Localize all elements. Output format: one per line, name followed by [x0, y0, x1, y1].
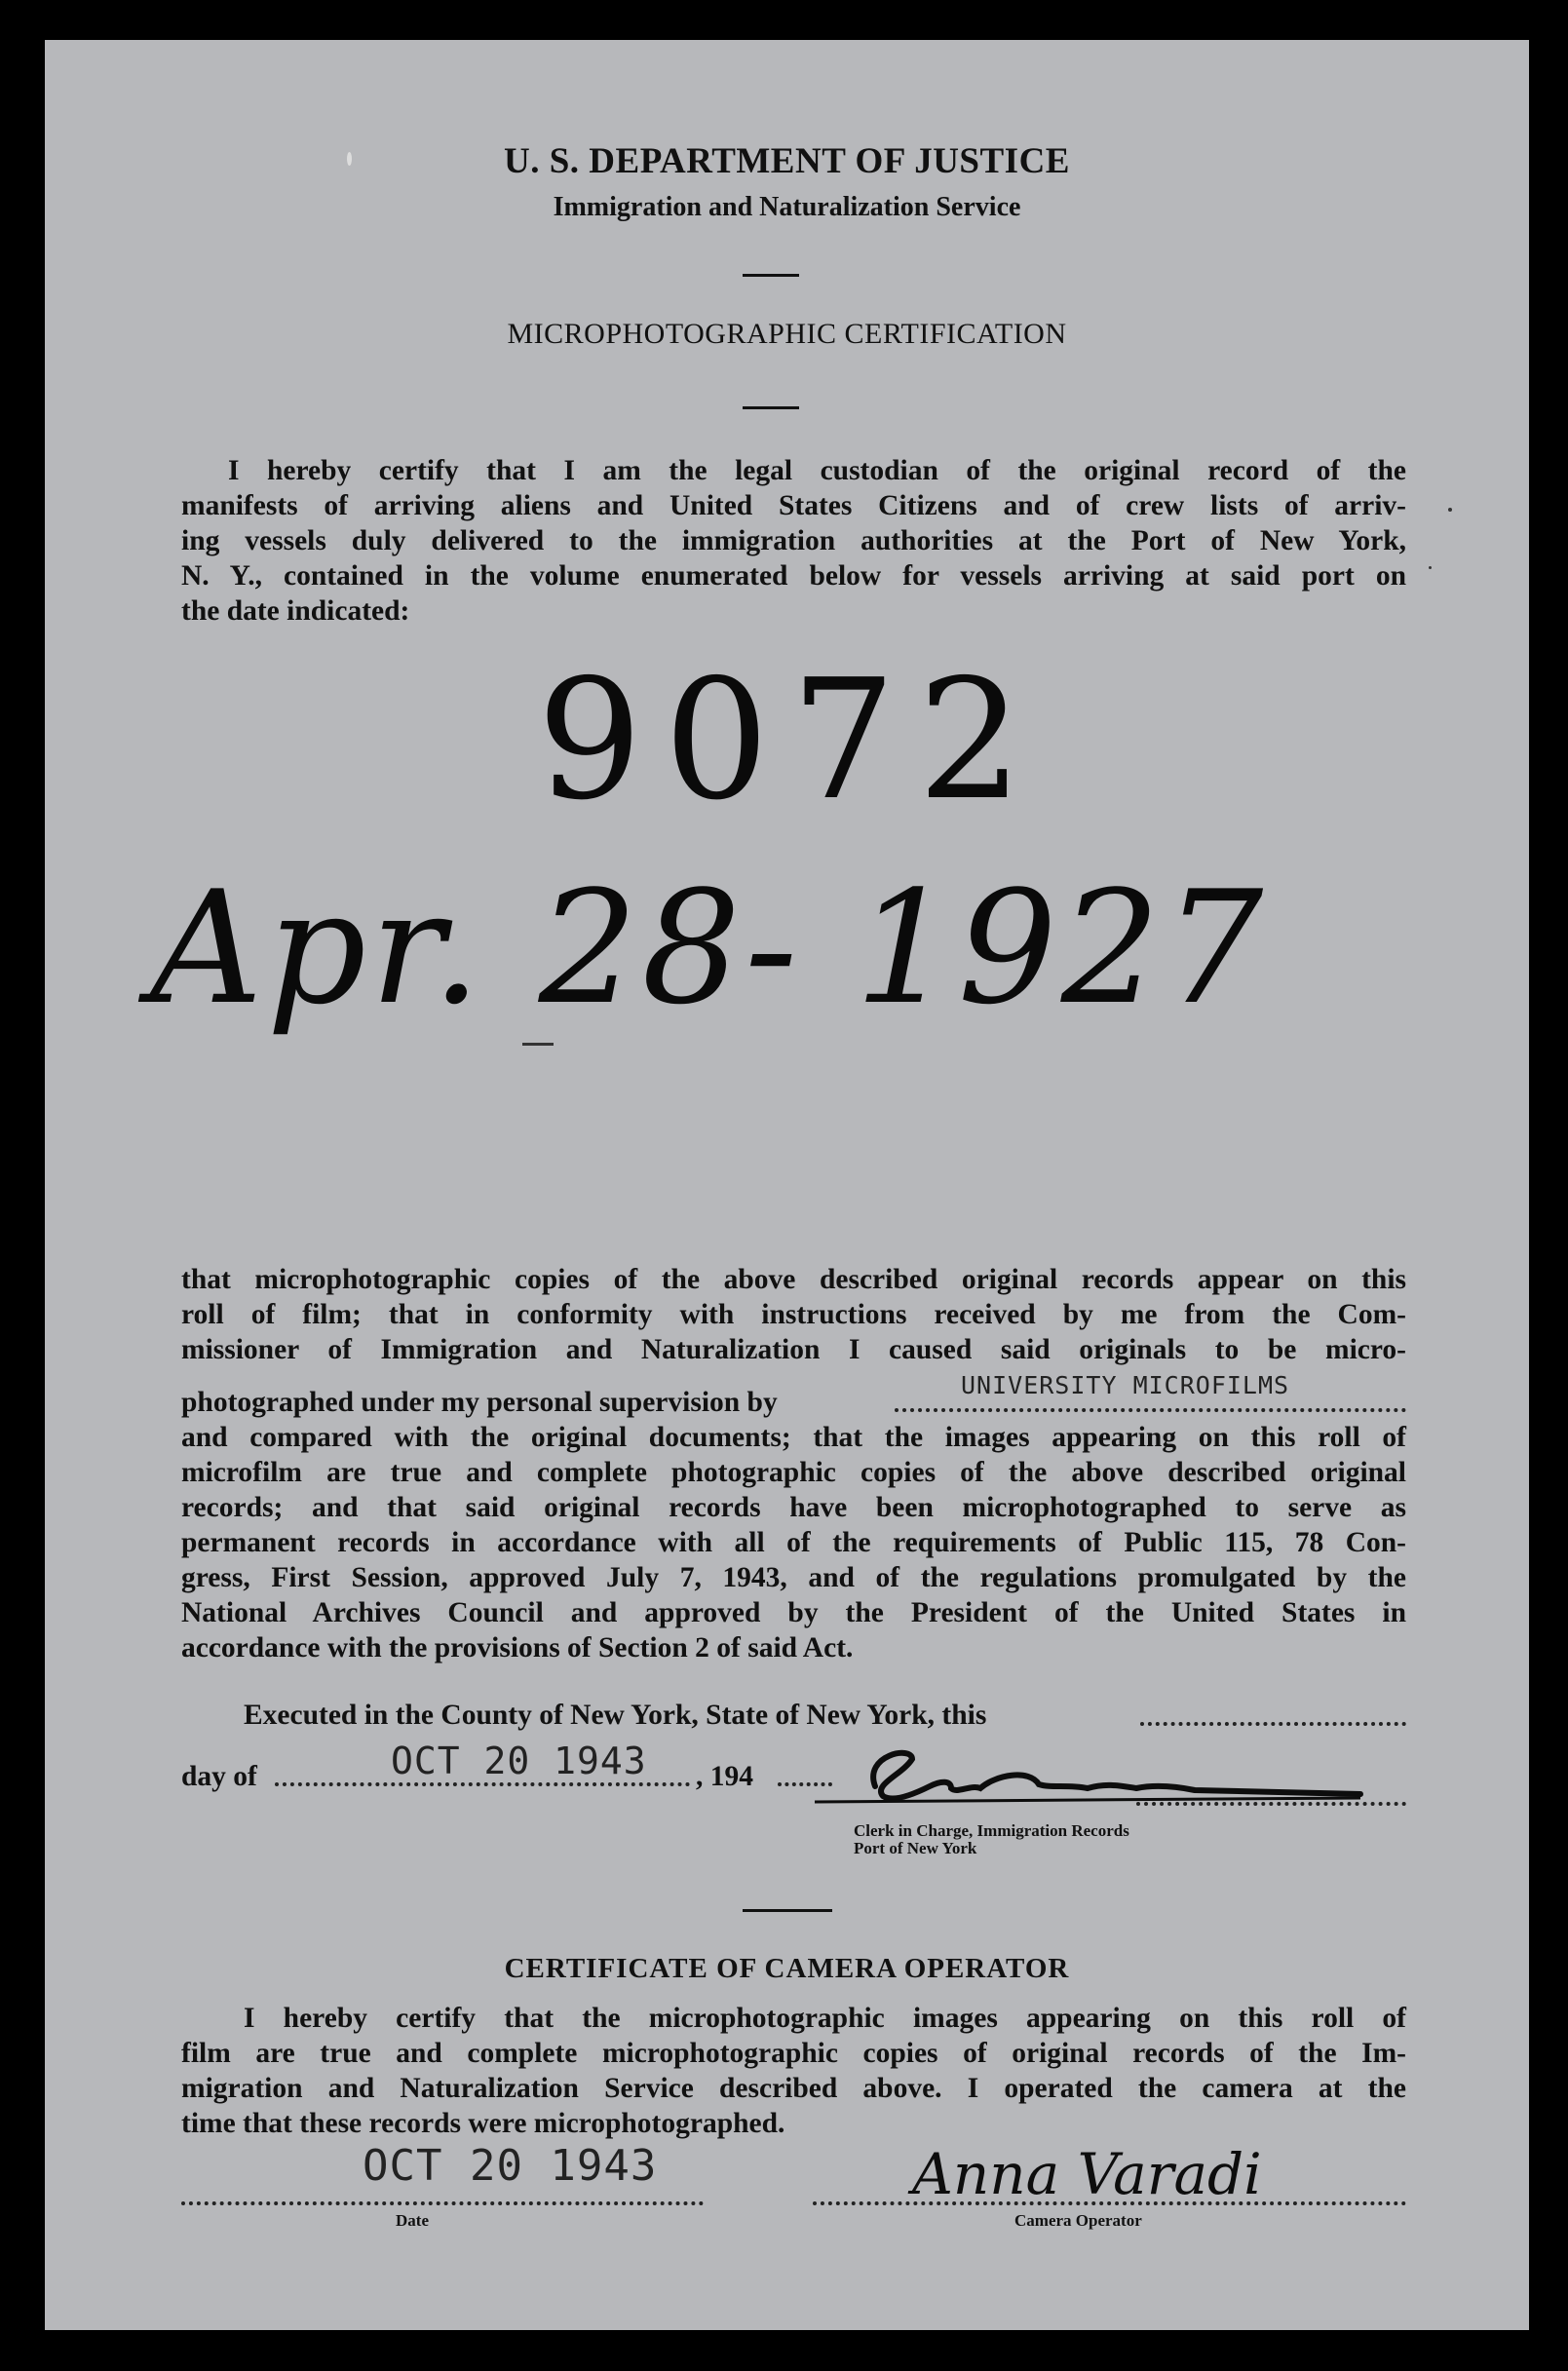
clerk-location: Port of New York	[854, 1839, 977, 1857]
scan-speck	[522, 1043, 554, 1046]
body-line: National Archives Council and approved by the President of the United States in	[181, 1597, 1406, 1628]
executed-text: Executed in the County of New York, State of New York, this	[244, 1700, 987, 1731]
day-of-dotted-line	[275, 1782, 690, 1786]
handwritten-volume-date: Apr. 28- 1927	[150, 857, 1268, 1039]
handwritten-volume-number: 9072	[537, 644, 1045, 837]
camera-line: film are true and complete microphotographic copies of original records of the Im-	[181, 2038, 1406, 2069]
body-line: records; and that said original records have been microphotographed to serve as	[181, 1492, 1406, 1523]
body-line: that microphotographic copies of the above described original records appear on this	[181, 1264, 1406, 1295]
header-divider-2	[743, 406, 799, 409]
supervision-prefix: photographed under my personal supervision by	[181, 1387, 778, 1418]
operator-dotted-line	[813, 2201, 1406, 2205]
day-of-label: day of	[181, 1761, 257, 1792]
camera-stamp-date: OCT 20 1943	[363, 2141, 658, 2191]
date-label: Date	[396, 2211, 429, 2230]
body-line: missioner of Immigration and Naturalization I caused said originals to be micro-	[181, 1334, 1406, 1365]
camera-line: migration and Naturalization Service described above. I operated the camera at the	[181, 2073, 1406, 2104]
clerk-dotted-line	[1136, 1802, 1406, 1806]
certification-title: MICROPHOTOGRAPHIC CERTIFICATION	[507, 318, 1067, 350]
intro-line: N. Y., contained in the volume enumerated below for vessels arriving at said port on	[181, 560, 1406, 592]
body-line: permanent records in accordance with all of the requirements of Public 115, 78 Con-	[181, 1527, 1406, 1558]
header-divider-1	[743, 274, 799, 277]
body-line: accordance with the provisions of Section 2 of said Act.	[181, 1632, 854, 1664]
certification-stamp-date: OCT 20 1943	[391, 1740, 647, 1782]
supervision-dotted-line	[895, 1408, 1406, 1412]
scan-speck	[1448, 508, 1452, 512]
certificate-sheet	[45, 40, 1529, 2330]
intro-line: the date indicated:	[181, 595, 410, 627]
camera-line: I hereby certify that the microphotographic images appearing on this roll of	[244, 2003, 1406, 2034]
section-divider	[743, 1909, 832, 1912]
body-line: roll of film; that in conformity with instructions received by me from the Com-	[181, 1299, 1406, 1330]
body-line: gress, First Session, approved July 7, 1943, and of the regulations promulgated by the	[181, 1562, 1406, 1593]
operator-label: Camera Operator	[1014, 2211, 1142, 2230]
clerk-signature	[805, 1726, 1370, 1833]
camera-certificate-title: CERTIFICATE OF CAMERA OPERATOR	[504, 1953, 1070, 1984]
service-subheading: Immigration and Naturalization Service	[553, 192, 1021, 222]
camera-line: time that these records were microphotographed.	[181, 2108, 785, 2139]
intro-line: manifests of arriving aliens and United States Citizens and of crew lists of arriv-	[181, 490, 1406, 521]
scan-speck	[347, 152, 352, 166]
clerk-title: Clerk in Charge, Immigration Records	[854, 1821, 1129, 1840]
intro-line: ing vessels duly delivered to the immigration authorities at the Port of New York,	[181, 525, 1406, 556]
department-heading: U. S. DEPARTMENT OF JUSTICE	[504, 141, 1070, 181]
scan-speck	[1429, 566, 1432, 569]
microfilm-company-stamp: UNIVERSITY MICROFILMS	[961, 1371, 1290, 1399]
camera-operator-signature	[854, 2125, 1399, 2213]
svg-text:Anna Varadi: Anna Varadi	[912, 2141, 1262, 2207]
intro-line: I hereby certify that I am the legal custodian of the original record of the	[228, 455, 1406, 486]
year-prefix: , 194	[696, 1761, 753, 1792]
date-dotted-line	[181, 2201, 704, 2205]
body-line: microfilm are true and complete photographic copies of the above described original	[181, 1457, 1406, 1488]
body-line: and compared with the original documents; that the images appearing on this roll of	[181, 1422, 1406, 1453]
